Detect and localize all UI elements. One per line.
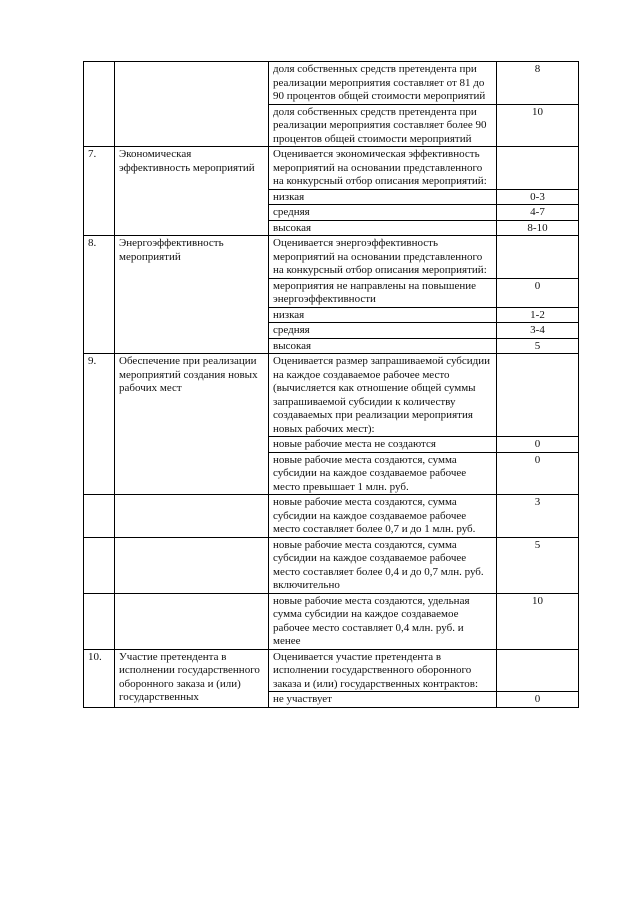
score-value: 3-4 — [497, 323, 579, 339]
score-value: 1-2 — [497, 307, 579, 323]
score-value: 5 — [497, 537, 579, 593]
criterion-name — [115, 593, 269, 649]
criterion-description: Оценивается энергоэффективность мероприятий на основании представленного на конкурсный отбор описания мероприятий: — [269, 236, 497, 279]
criterion-description: новые рабочие места создаются, удельная сумма субсидии на каждое создаваемое рабочее место составляет 0,4 млн. руб. и менее — [269, 593, 497, 649]
criteria-table — [83, 61, 579, 708]
criterion-name — [115, 62, 269, 147]
table-row — [84, 649, 579, 692]
score-value: 0 — [497, 437, 579, 453]
criterion-name — [115, 495, 269, 538]
row-number: 8. — [84, 236, 115, 354]
criterion-name — [115, 537, 269, 593]
criterion-name: Обеспечение при реализации мероприятий создания новых рабочих мест — [115, 354, 269, 495]
score-value: 10 — [497, 104, 579, 147]
criterion-description: низкая — [269, 307, 497, 323]
score-value — [497, 236, 579, 279]
criterion-description: Оценивается экономическая эффективность мероприятий на основании представленного на конкурсный отбор описания мероприятий: — [269, 147, 497, 190]
table-row — [84, 236, 579, 279]
score-value: 0 — [497, 692, 579, 708]
score-value: 4-7 — [497, 205, 579, 221]
score-value: 0 — [497, 452, 579, 495]
row-number: 9. — [84, 354, 115, 495]
row-number: 10. — [84, 649, 115, 707]
row-number — [84, 495, 115, 538]
score-value: 3 — [497, 495, 579, 538]
criterion-description: новые рабочие места создаются, сумма субсидии на каждое создаваемое рабочее место составляет более 0,4 и до 0,7 млн. руб. включительно — [269, 537, 497, 593]
row-number: 7. — [84, 147, 115, 236]
score-value — [497, 354, 579, 437]
table-row — [84, 537, 579, 593]
criterion-description: новые рабочие места создаются, сумма субсидии на каждое создаваемое рабочее место составляет более 0,7 и до 1 млн. руб. — [269, 495, 497, 538]
row-number — [84, 537, 115, 593]
row-number — [84, 593, 115, 649]
score-value: 10 — [497, 593, 579, 649]
criterion-description: Оценивается размер запрашиваемой субсидии на каждое создаваемое рабочее место (вычисляется как отношение общей суммы запрашиваемой субсидии к количеству создаваемых при реализации мероприятия новых рабочих мест): — [269, 354, 497, 437]
table-row — [84, 147, 579, 190]
criterion-description: Оценивается участие претендента в исполнении государственного оборонного заказа и (или) государственных контрактов: — [269, 649, 497, 692]
score-value — [497, 147, 579, 190]
table-row — [84, 354, 579, 437]
criterion-description: низкая — [269, 189, 497, 205]
score-value — [497, 649, 579, 692]
table-row — [84, 495, 579, 538]
criterion-description: высокая — [269, 338, 497, 354]
score-value: 5 — [497, 338, 579, 354]
score-value: 0 — [497, 278, 579, 307]
criterion-description: мероприятия не направлены на повышение энергоэффективности — [269, 278, 497, 307]
table-row — [84, 593, 579, 649]
criterion-name: Энергоэффективность мероприятий — [115, 236, 269, 354]
criterion-description: доля собственных средств претендента при реализации мероприятия составляет более 90 процентов общей стоимости мероприятий — [269, 104, 497, 147]
criterion-name: Участие претендента в исполнении государственного оборонного заказа и (или) государственных — [115, 649, 269, 707]
criterion-description: доля собственных средств претендента при реализации мероприятия составляет от 81 до 90 процентов общей стоимости мероприятий — [269, 62, 497, 105]
table-row — [84, 62, 579, 105]
row-number — [84, 62, 115, 147]
criterion-description: средняя — [269, 205, 497, 221]
criterion-name: Экономическая эффективность мероприятий — [115, 147, 269, 236]
criterion-description: высокая — [269, 220, 497, 236]
score-value: 0-3 — [497, 189, 579, 205]
criterion-description: средняя — [269, 323, 497, 339]
criterion-description: новые рабочие места не создаются — [269, 437, 497, 453]
score-value: 8-10 — [497, 220, 579, 236]
score-value: 8 — [497, 62, 579, 105]
criterion-description: новые рабочие места создаются, сумма субсидии на каждое создаваемое рабочее место превышает 1 млн. руб. — [269, 452, 497, 495]
criterion-description: не участвует — [269, 692, 497, 708]
